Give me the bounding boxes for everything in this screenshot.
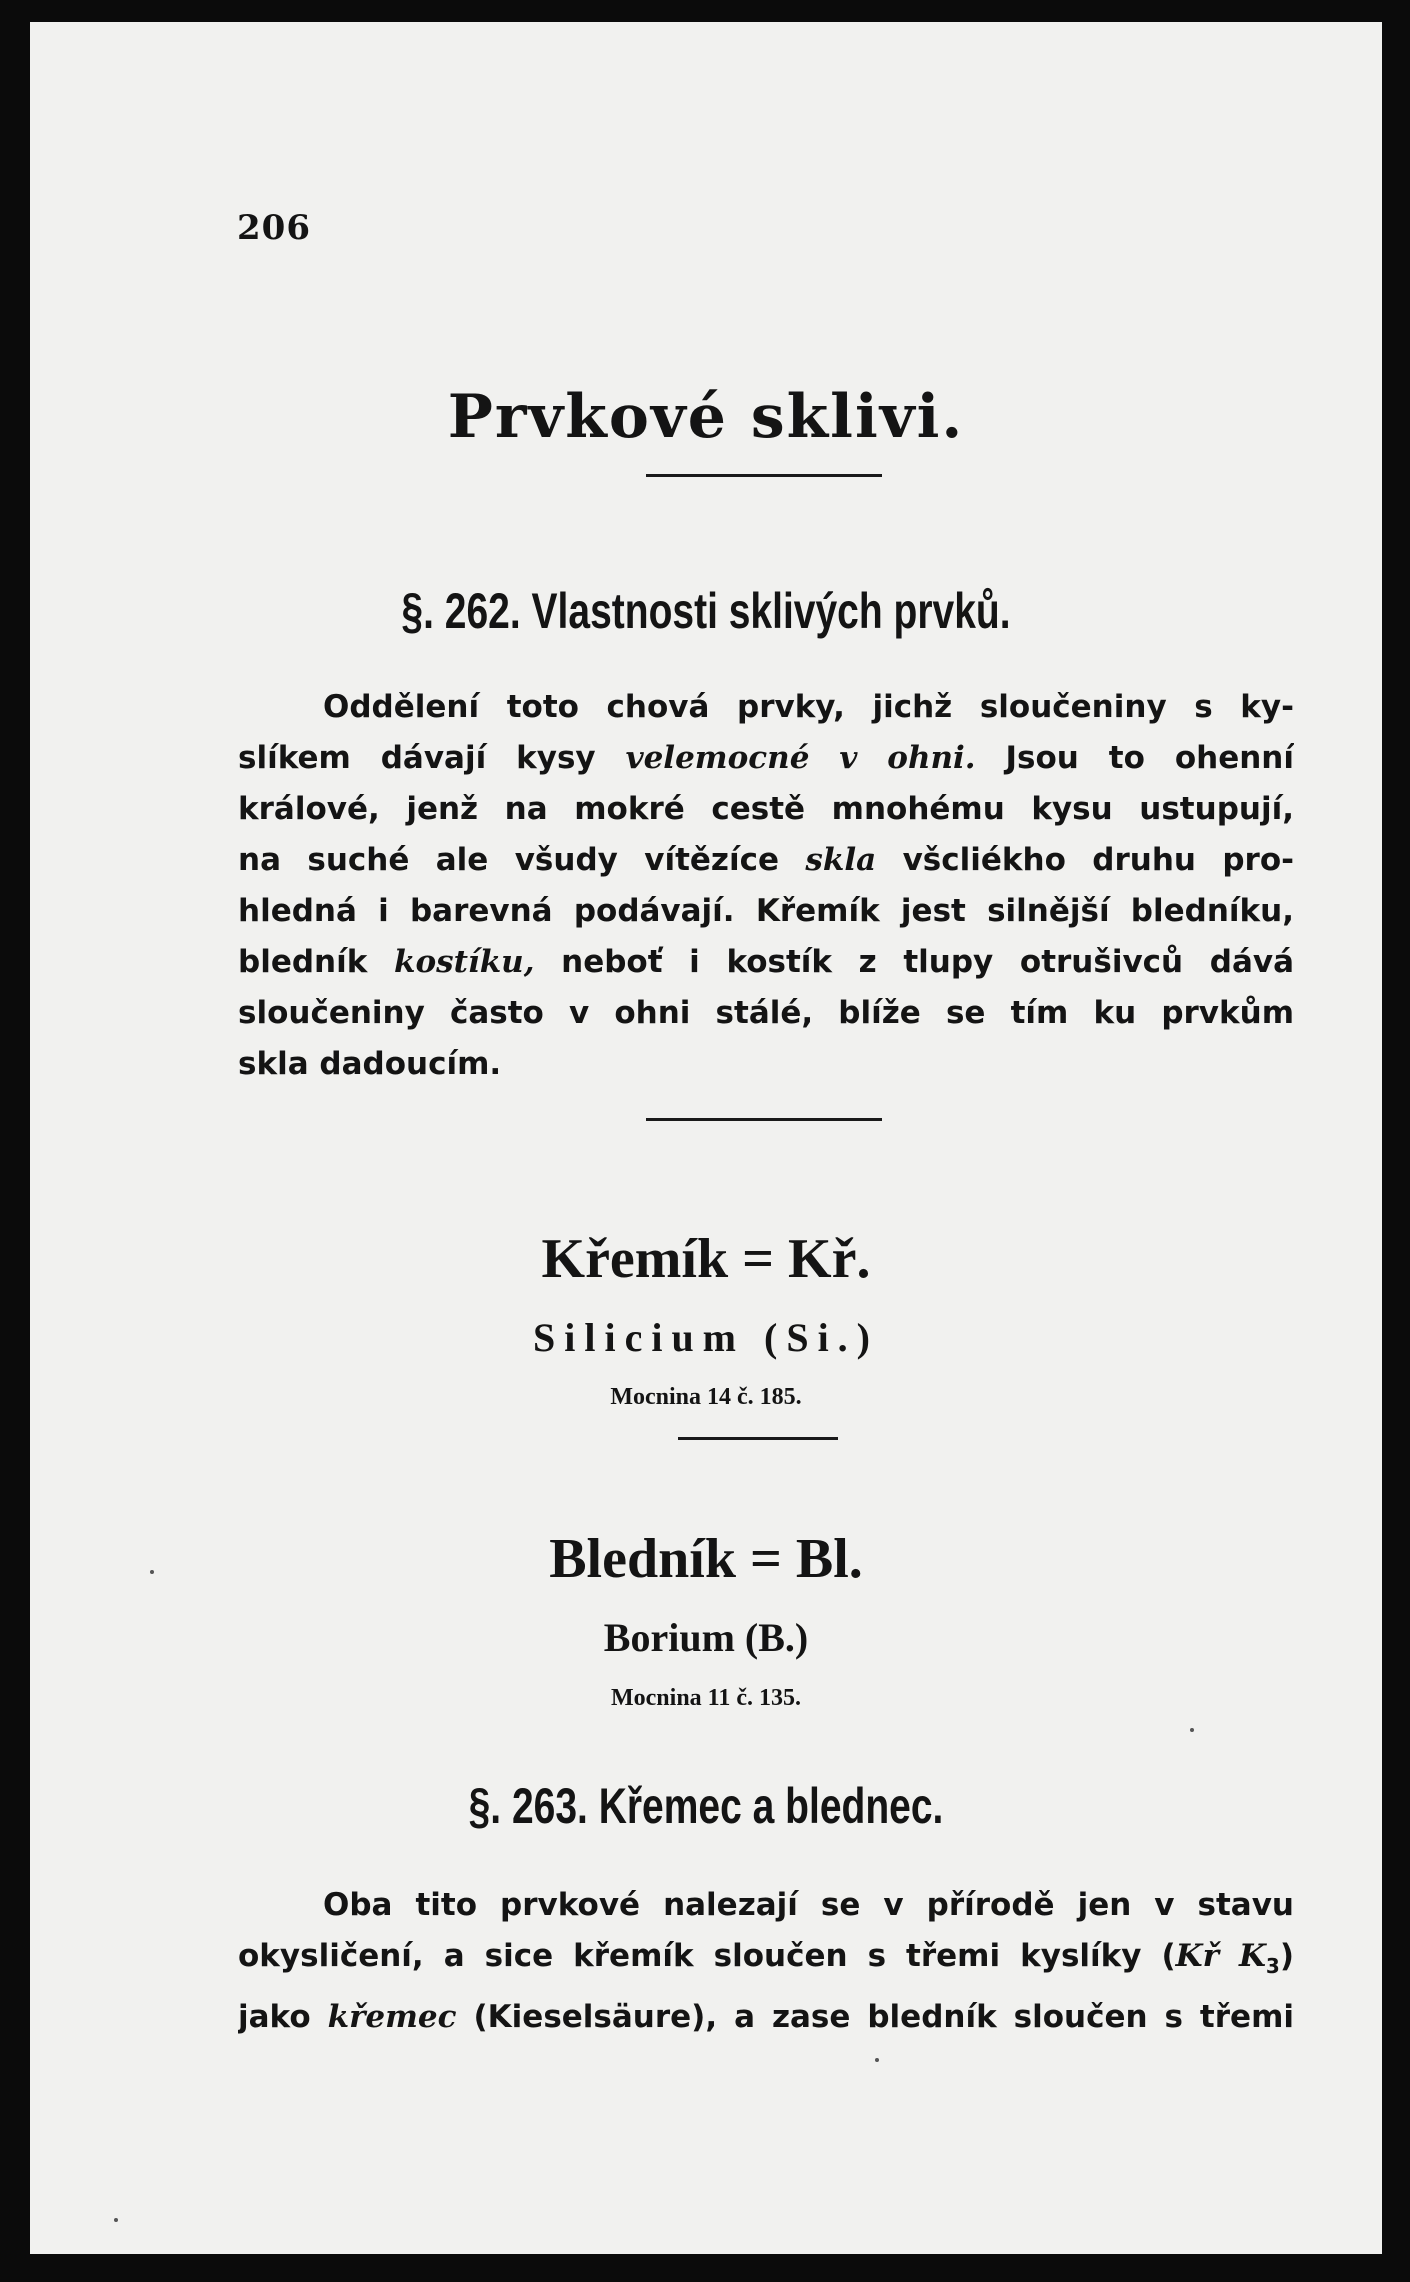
speck xyxy=(150,1570,154,1574)
paragraph-line: na suché ale všudy vítězíce skla všcliékho druhu pro- xyxy=(238,842,1294,878)
paragraph-line: slíkem dávají kysy velemocné v ohni. Jsou to ohenní xyxy=(238,740,1294,776)
section-262-heading: §. 262. Vlastnosti sklivých prvků. xyxy=(401,583,1011,639)
element-blednik-latin: Borium (B.) xyxy=(603,1615,809,1660)
section-rule xyxy=(646,1118,882,1121)
book-page xyxy=(30,22,1382,2254)
emphasis-skla: skla xyxy=(805,842,877,878)
paragraph-line: okysličení, a sice křemík sloučen s třemi kyslíky (Kř $K_3$) xyxy=(238,1938,1294,1979)
speck xyxy=(875,2058,879,2062)
paragraph-line: sloučeniny často v ohni stálé, blíže se tím ku prvkům xyxy=(238,995,1294,1031)
element-kremik-mocnina: Mocnina 14 č. 185. xyxy=(610,1384,802,1410)
emphasis-velemocne: velemocné v ohni. xyxy=(625,740,976,776)
paragraph-line: Oddělení toto chová prvky, jichž sloučeniny s ky- xyxy=(323,689,1294,725)
paragraph-line: Oba tito prvkové nalezají se v přírodě jen v stavu xyxy=(323,1887,1294,1923)
speck xyxy=(1190,1728,1194,1732)
formula-subscript: 3 xyxy=(1265,1954,1280,1979)
element-rule xyxy=(678,1437,838,1440)
section-262-heading-wrap xyxy=(30,582,1382,640)
chapter-title: Prvkové sklivi. xyxy=(447,382,965,452)
element-kremik-latin: Silicium (Si.) xyxy=(532,1315,880,1360)
title-rule xyxy=(646,474,882,477)
paragraph-line: králové, jenž na mokré cestě mnohému kysu ustupují, xyxy=(238,791,1294,827)
emphasis-kremec: křemec xyxy=(327,1999,457,2036)
formula: Kř K xyxy=(1175,1938,1266,1974)
speck xyxy=(114,2218,118,2222)
element-blednik-name: Bledník = Bl. xyxy=(549,1528,863,1590)
section-263-heading-wrap xyxy=(30,1777,1382,1835)
page-number: 206 xyxy=(237,208,311,248)
emphasis-kostiku: kostíku, xyxy=(393,944,535,980)
paragraph-line: jako křemec (Kieselsäure), a zase bledník sloučen s třemi xyxy=(238,1999,1294,2036)
section-263-heading: §. 263. Křemec a blednec. xyxy=(468,1778,944,1834)
element-blednik-mocnina: Mocnina 11 č. 135. xyxy=(611,1685,801,1711)
paragraph-line: skla dadoucím. xyxy=(238,1046,502,1082)
paragraph-line: hledná i barevná podávají. Křemík jest silnější bledníku, xyxy=(238,893,1294,929)
paragraph-line: bledník kostíku, neboť i kostík z tlupy otrušivců dává xyxy=(238,944,1294,980)
section-263-paragraph xyxy=(238,1880,1294,2043)
element-kremik-name: Křemík = Kř. xyxy=(541,1228,871,1290)
section-262-paragraph xyxy=(238,682,1294,1090)
